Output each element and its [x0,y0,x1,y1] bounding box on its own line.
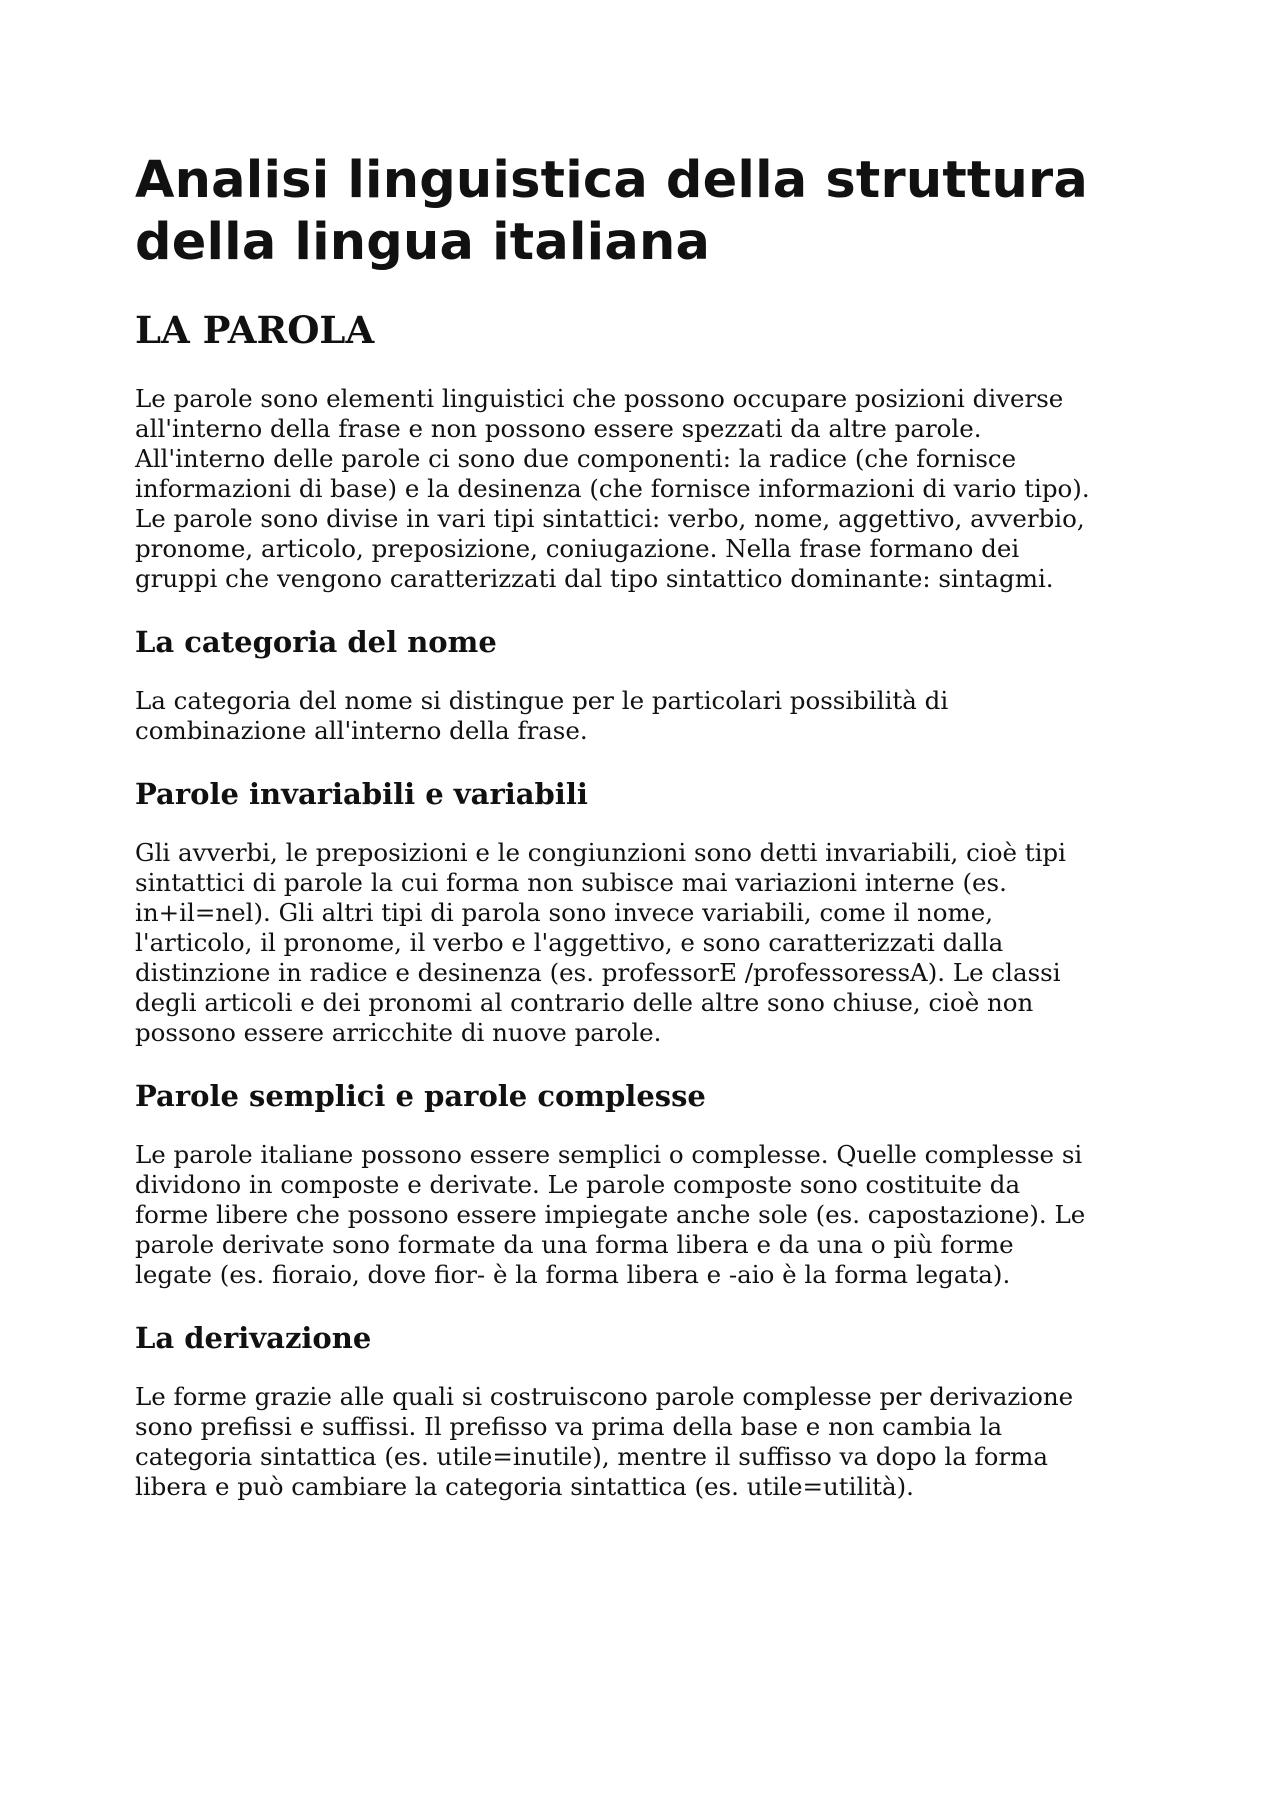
paragraph-derivazione [135,1382,1145,1502]
document-page [135,150,1145,1532]
paragraph-line: sintattici di parole la cui forma non subisce mai variazioni interne (es. [135,868,1007,897]
document-title-line: della lingua italiana [135,213,711,272]
paragraph-line: Le parole sono divise in vari tipi sintattici: verbo, nome, aggettivo, avverbio, [135,504,1085,533]
paragraph-line: forme libere che possono essere impiegate anche sole (es. capostazione). Le [135,1200,1086,1229]
paragraph-line: parole derivate sono formate da una forma libera e da una o più forme [135,1230,1014,1259]
paragraph-line: libera e può cambiare la categoria sintattica (es. utile=utilità). [135,1472,914,1501]
paragraph-line: Le forme grazie alle quali si costruiscono parole complesse per derivazione [135,1382,1074,1411]
paragraph-line: possono essere arricchite di nuove parole. [135,1018,662,1047]
paragraph-line: sono prefissi e suffissi. Il prefisso va prima della base e non cambia la [135,1412,1003,1441]
paragraph-line: all'interno della frase e non possono essere spezzati da altre parole. [135,414,982,443]
subheading-categoria-nome: La categoria del nome [135,625,497,659]
paragraph-line: l'articolo, il pronome, il verbo e l'aggettivo, e sono caratterizzati dalla [135,928,1004,957]
subheading-invariabili-variabili: Parole invariabili e variabili [135,777,588,811]
paragraph-semplici-complesse [135,1140,1145,1290]
paragraph-line: pronome, articolo, preposizione, coniugazione. Nella frase formano dei [135,534,1020,563]
document-title [135,150,1145,274]
subheading-semplici-complesse: Parole semplici e parole complesse [135,1079,706,1113]
paragraph-line: combinazione all'interno della frase. [135,716,588,745]
paragraph-line: informazioni di base) e la desinenza (che fornisce informazioni di vario tipo). [135,474,1090,503]
section-title-la-parola: LA PAROLA [135,308,375,352]
paragraph-line: in+il=nel). Gli altri tipi di parola sono invece variabili, come il nome, [135,898,993,927]
intro-paragraph [135,384,1145,594]
document-title-line: Analisi linguistica della struttura [135,151,1088,210]
paragraph-line: dividono in composte e derivate. Le parole composte sono costituite da [135,1170,1021,1199]
paragraph-line: All'interno delle parole ci sono due componenti: la radice (che fornisce [135,444,1017,473]
paragraph-line: Le parole italiane possono essere semplici o complesse. Quelle complesse si [135,1140,1083,1169]
paragraph-line: degli articoli e dei pronomi al contrario delle altre sono chiuse, cioè non [135,988,1034,1017]
paragraph-invariabili-variabili [135,838,1145,1048]
paragraph-line: Le parole sono elementi linguistici che possono occupare posizioni diverse [135,384,1064,413]
paragraph-line: La categoria del nome si distingue per le particolari possibilità di [135,686,949,715]
paragraph-line: distinzione in radice e desinenza (es. professorE /professoressA). Le classi [135,958,1061,987]
paragraph-line: Gli avverbi, le preposizioni e le congiunzioni sono detti invariabili, cioè tipi [135,838,1066,867]
paragraph-line: legate (es. fioraio, dove fior- è la forma libera e -aio è la forma legata). [135,1260,1011,1289]
paragraph-line: categoria sintattica (es. utile=inutile), mentre il suffisso va dopo la forma [135,1442,1048,1471]
paragraph-line: gruppi che vengono caratterizzati dal tipo sintattico dominante: sintagmi. [135,564,1054,593]
subheading-derivazione: La derivazione [135,1321,372,1355]
paragraph-categoria-nome [135,686,1145,746]
